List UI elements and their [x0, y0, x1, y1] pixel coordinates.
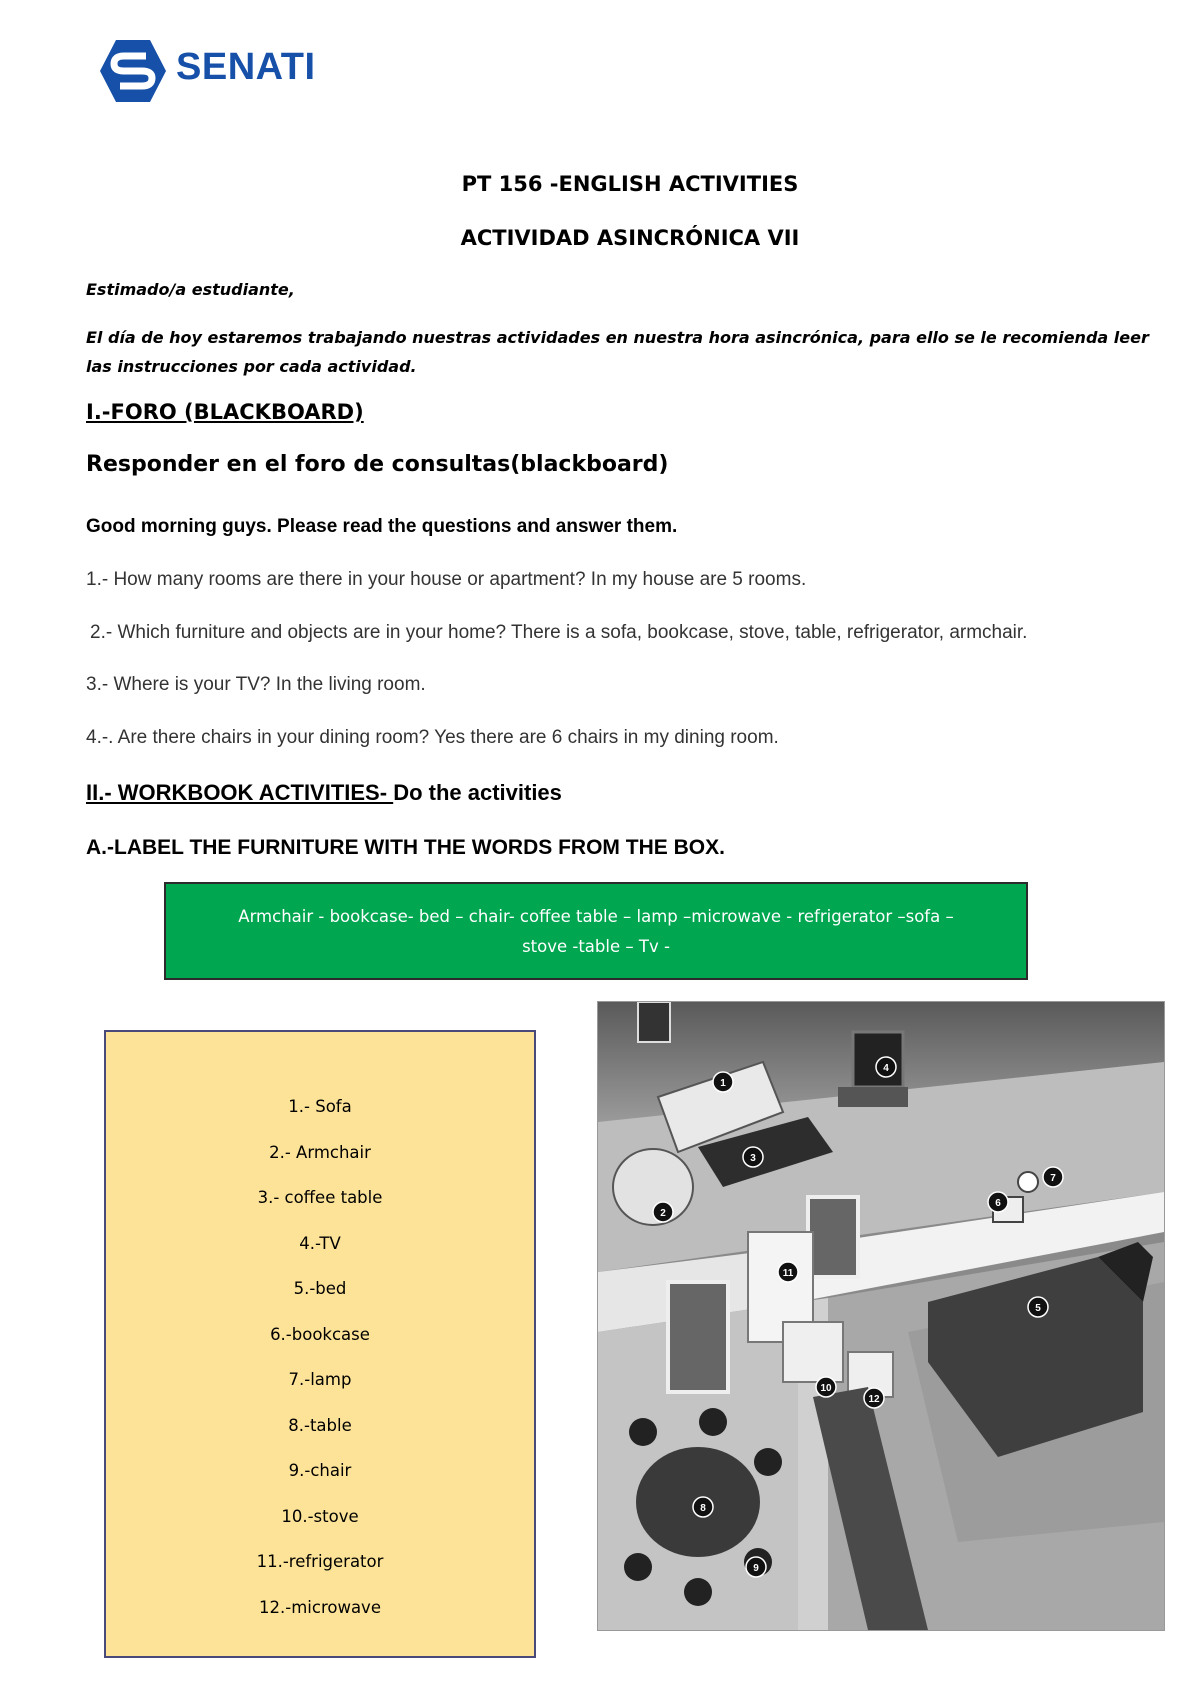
marker-10: 10	[820, 1383, 832, 1394]
answer-item: 11.-refrigerator	[256, 1552, 384, 1571]
activity-a-heading: A.-LABEL THE FURNITURE WITH THE WORDS FROM THE BOX.	[86, 836, 725, 859]
answer-item: 10.-stove	[281, 1506, 359, 1526]
section2-heading-rest: Do the activities	[393, 780, 562, 805]
answer-item: 7.-lamp	[288, 1370, 352, 1389]
marker-5: 5	[1035, 1303, 1041, 1314]
answer-item: 8.-table	[288, 1415, 352, 1435]
senati-logo	[98, 38, 328, 104]
marker-3: 3	[750, 1153, 756, 1164]
answer-item: 3.- coffee table	[257, 1188, 383, 1207]
marker-7: 7	[1050, 1173, 1056, 1184]
section1-subheading: Responder en el foro de consultas(blackboard)	[86, 452, 669, 477]
word-box-line-1: Armchair - bookcase- bed – chair- coffee table – lamp –microwave - refrigerator –sofa –	[238, 907, 954, 926]
question-1: 1.- How many rooms are there in your house or apartment? In my house are 5 rooms.	[86, 569, 807, 590]
word-box	[164, 882, 1028, 980]
word-box-line-2: stove -table – Tv -	[522, 937, 670, 956]
question-3: 3.- Where is your TV? In the living room.	[86, 674, 426, 695]
answer-item: 2.- Armchair	[269, 1142, 371, 1162]
answers-box	[104, 1030, 536, 1658]
marker-1: 1	[720, 1078, 726, 1089]
question-2: 2.- Which furniture and objects are in your home? There is a sofa, bookcase, stove, table, refrigerator, armchair.	[90, 622, 1028, 643]
section2-heading	[86, 780, 562, 806]
answer-item: 6.-bookcase	[270, 1324, 370, 1344]
marker-11: 11	[782, 1268, 794, 1279]
document-subtitle: ACTIVIDAD ASINCRÓNICA VII	[460, 226, 800, 250]
answer-item: 1.- Sofa	[288, 1097, 352, 1116]
section2-heading-underlined: II.- WORKBOOK ACTIVITIES-	[86, 780, 394, 805]
marker-4: 4	[883, 1063, 889, 1074]
house-illustration-svg	[598, 1002, 1164, 1630]
answer-item: 9.-chair	[288, 1461, 352, 1480]
answer-item: 5.-bed	[293, 1279, 347, 1298]
document-title: PT 156 -ENGLISH ACTIVITIES	[461, 172, 799, 196]
answer-item: 12.-microwave	[259, 1597, 381, 1617]
marker-8: 8	[700, 1503, 706, 1514]
senati-logo-icon	[98, 38, 168, 104]
marker-6: 6	[995, 1198, 1001, 1209]
house-furniture-illustration	[597, 1001, 1165, 1631]
marker-2: 2	[660, 1208, 666, 1219]
section1-heading: I.-FORO (BLACKBOARD)	[86, 400, 364, 424]
logo-text: SENATI	[176, 46, 316, 88]
question-4: 4.-. Are there chairs in your dining room? Yes there are 6 chairs in my dining room.	[86, 727, 779, 748]
marker-9: 9	[753, 1563, 759, 1574]
marker-12: 12	[868, 1394, 880, 1405]
answers-list	[106, 1084, 534, 1630]
answer-item: 4.-TV	[299, 1233, 341, 1253]
greeting: Estimado/a estudiante,	[86, 280, 295, 299]
intro-paragraph: El día de hoy estaremos trabajando nuestras actividades en nuestra hora asincrónica, para ello se le recomienda leer las instrucciones por cada actividad.	[86, 328, 1149, 376]
forum-prompt: Good morning guys. Please read the questions and answer them.	[86, 516, 678, 537]
